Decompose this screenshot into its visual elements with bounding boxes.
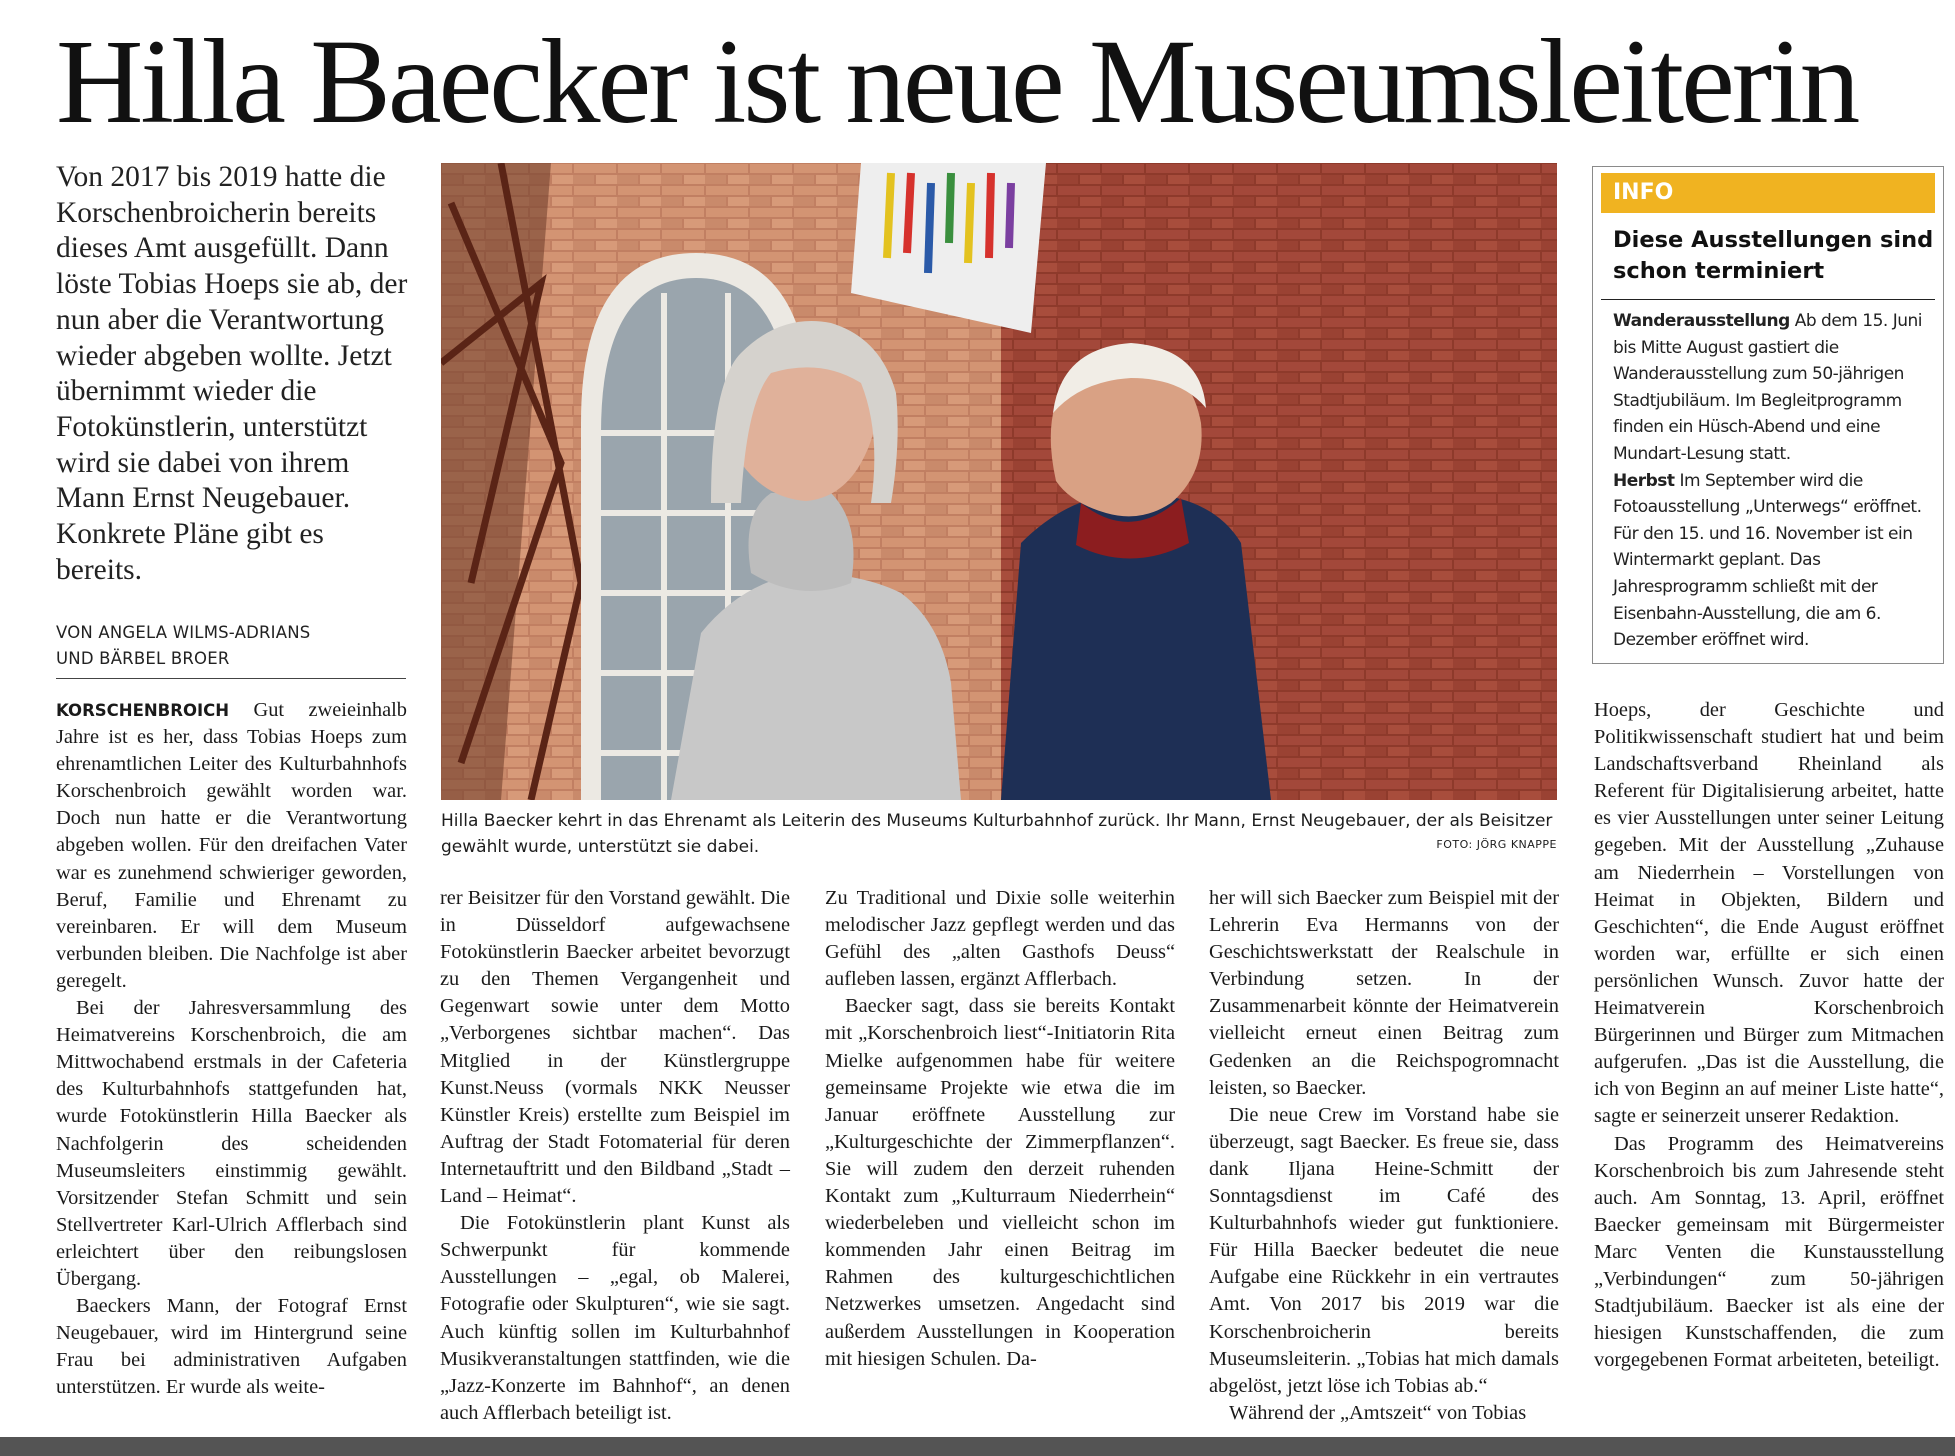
byline [56,620,406,679]
info-item-label: Wanderausstellung [1613,311,1790,331]
body-paragraph: her will sich Baecker zum Beispiel mit der Lehrerin Eva Hermanns von der Geschichtswerkstatt der Realschule in Verbindung setzen. In der Zusammenarbeit könnte der Heimatverein vielleicht erneut einen Beitrag zum Gedenken an die Reichspogromnacht leisten, so Baecker. [1209,887,1559,1099]
body-text: Gut zweieinhalb Jahre ist es her, dass Tobias Hoeps zum ehrenamtlichen Leiter des Kulturbahnhofs Korschenbroich gewählt worden war. Doch nun hatte er die Verantwortung abgeben wollen. Für den dreifachen Vater war es zunehmend schwieriger geworden, Beruf, Familie und Ehrenamt zu vereinbaren. Er will dem Museum verbunden bleiben. Die Nachfolge ist aber geregelt. [56,699,407,992]
article-photo [441,163,1557,800]
body-paragraph: rer Beisitzer für den Vorstand gewählt. Die in Düsseldorf aufgewachsene Fotokünstlerin Baecker arbeitet bevorzugt zu den Themen Vergangenheit und Gegenwart sowie unter dem Motto „Verborgenes sichtbar machen“. Das Mitglied in der Künstlergruppe Kunst.Neuss (vormals NKK Neusser Künstler Kreis) erstellte zum Beispiel im Auftrag der Stadt Fotomaterial für deren Internetauftritt und den Bildband „Stadt – Land – Heimat“. [440,887,790,1208]
bottom-strip [0,1437,1955,1456]
body-paragraph: Während der „Amtszeit“ von Tobias [1229,1401,1527,1424]
headline: Hilla Baecker ist neue Museumsleiterin [56,15,1858,149]
info-item-text: Im September wird die Fotoausstellung „Unterwegs“ eröffnet. Für den 15. und 16. November ist ein Wintermarkt geplant. Das Jahresprogramm schließt mit der Eisenbahn-Ausstellung, die am 6. Dezember eröffnet wird. [1613,470,1922,651]
info-item-text: Ab dem 15. Juni bis Mitte August gastiert die Wanderausstellung zum 50-jährigen Stadtjubiläum. Im Begleitprogramm finden ein Hüsch-Abend und eine Mundart-Lesung statt. [1613,311,1922,464]
body-paragraph: Die neue Crew im Vorstand habe sie überzeugt, sagt Baecker. Es freue sie, dass dank Iljana Heine-Schmitt der Sonntagsdienst im Café des Kulturbahnhofs wieder gut funktioniere. Für Hilla Baecker bedeutet die neue Aufgabe eine Rückkehr in ein vertrautes Amt. Von 2017 bis 2019 war die Korschenbroicherin bereits Museumsleiterin. „Tobias hat mich damals abgelöst, jetzt löse ich Tobias ab.“ [1209,1103,1559,1397]
lead-paragraph [56,160,416,588]
article-column-5 [1594,697,1944,1374]
caption-text: Hilla Baecker kehrt in das Ehrenamt als Leiterin des Museums Kulturbahnhof zurück. Ihr Mann, Ernst Neugebauer, der als Beisitzer gewählt wurde, unterstützt sie dabei. [441,811,1553,857]
info-item-wanderausstellung [1613,308,1935,468]
article-column-1 [56,697,407,1401]
byline-line-1: VON ANGELA WILMS-ADRIANS [56,623,311,642]
body-paragraph: Zu Traditional und Dixie solle weiterhin melodischer Jazz gepflegt werden und das Gefühl des „alten Gasthofs Deuss“ aufleben lassen, ergänzt Afflerbach. [825,887,1175,991]
lead-text: Von 2017 bis 2019 hatte die Korschenbroicherin bereits dieses Amt ausgefüllt. Dann löste Tobias Hoeps sie ab, der nun aber die Verantwortung wieder abgeben wollte. Jetzt übernimmt wieder die Fotokünstlerin, unterstützt wird sie dabei von ihrem Mann Ernst Neugebauer. Konkrete Pläne gibt es bereits. [56,161,408,586]
article-column-2 [440,885,790,1427]
body-paragraph: Baeckers Mann, der Fotograf Ernst Neugebauer, wird im Hintergrund seine Frau bei administrativen Aufgaben unterstützen. Er wurde als weite- [56,1295,407,1399]
body-paragraph: Baecker sagt, dass sie bereits Kontakt mit „Korschenbroich liest“-Initiatorin Rita Mielke aufgenommen habe für weitere gemeinsame Projekte wie etwa die im Januar eröffnete Ausstellung zur „Kulturgeschichte der Zimmerpflanzen“. Sie will zudem den derzeit ruhenden Kontakt zum „Kulturraum Niederrhein“ wiederbeleben und vielleicht schon im kommenden Jahr einen Beitrag im Rahmen des kulturgeschichtlichen Netzwerkes umsetzen. Angedacht sind außerdem Ausstellungen in Kooperation mit hiesigen Schulen. Da- [825,995,1175,1370]
body-paragraph: Die Fotokünstlerin plant Kunst als Schwerpunkt für kommende Ausstellungen – „egal, ob Malerei, Fotografie oder Skulpturen“, wie sie sagt. Auch künftig sollen im Kulturbahnhof Musikveranstaltungen stattfinden, wie die „Jazz-Konzerte im Bahnhof“, an denen auch Afflerbach beteiligt ist. [440,1212,790,1424]
photo-illustration [441,163,1557,800]
body-paragraph: Bei der Jahresversammlung des Heimatvereins Korschenbroich, die am Mittwochabend erstmals in der Cafeteria des Kulturbahnhofs stattgefunden hat, wurde Fotokünstlerin Hilla Baecker als Nachfolgerin des scheidenden Museumsleiters einstimmig gewählt. Vorsitzender Stefan Schmitt und sein Stellvertreter Karl-Ulrich Afflerbach sind erleichtert über den reibungslosen Übergang. [56,997,407,1290]
byline-line-2: UND BÄRBEL BROER [56,649,230,668]
info-tag: INFO [1601,173,1935,213]
dateline: KORSCHENBROICH [56,701,230,720]
info-box [1592,166,1944,664]
body-paragraph: Hoeps, der Geschichte und Politikwissenschaft studiert hat und beim Landschaftsverband Rheinland als Referent für Digitalisierung arbeitet, hatte es vier Ausstellungen unter seiner Leitung gegeben. Mit der Ausstellung „Zuhause am Niederrhein – Vorstellungen von Heimat in Objekten, Bildern und Geschichten“, die Ende August eröffnet worden war, erfüllte er sich einen persönlichen Wunsch. Zuvor hatte der Heimatverein Korschenbroich Bürgerinnen und Bürger zum Mitmachen aufgerufen. „Das ist die Ausstellung, die ich von Beginn an auf meiner Liste hatte“, sagte er seinerzeit unserer Redaktion. [1594,699,1944,1128]
photo-credit: FOTO: JÖRG KNAPPE [1436,838,1557,851]
body-paragraph: Das Programm des Heimatvereins Korschenbroich bis zum Jahresende steht auch. Am Sonntag, 13. April, eröffnet Baecker gemeinsam mit Bürgermeister Marc Venten die Kunstausstellung „Verbindungen“ zum 50-jährigen Stadtjubiläum. Baecker ist als eine der hiesigen Kunstschaffenden, die zum vorgegebenen Format arbeiteten, beteiligt. [1594,1132,1944,1372]
info-item-label: Herbst [1613,470,1675,491]
article-column-4 [1209,885,1559,1427]
info-divider [1601,299,1935,300]
body-paragraph [56,697,407,995]
info-heading: Diese Ausstellungen sind schon terminiert [1613,227,1934,284]
article-column-3 [825,885,1175,1373]
info-item-herbst [1613,468,1935,654]
photo-caption [441,808,1557,860]
